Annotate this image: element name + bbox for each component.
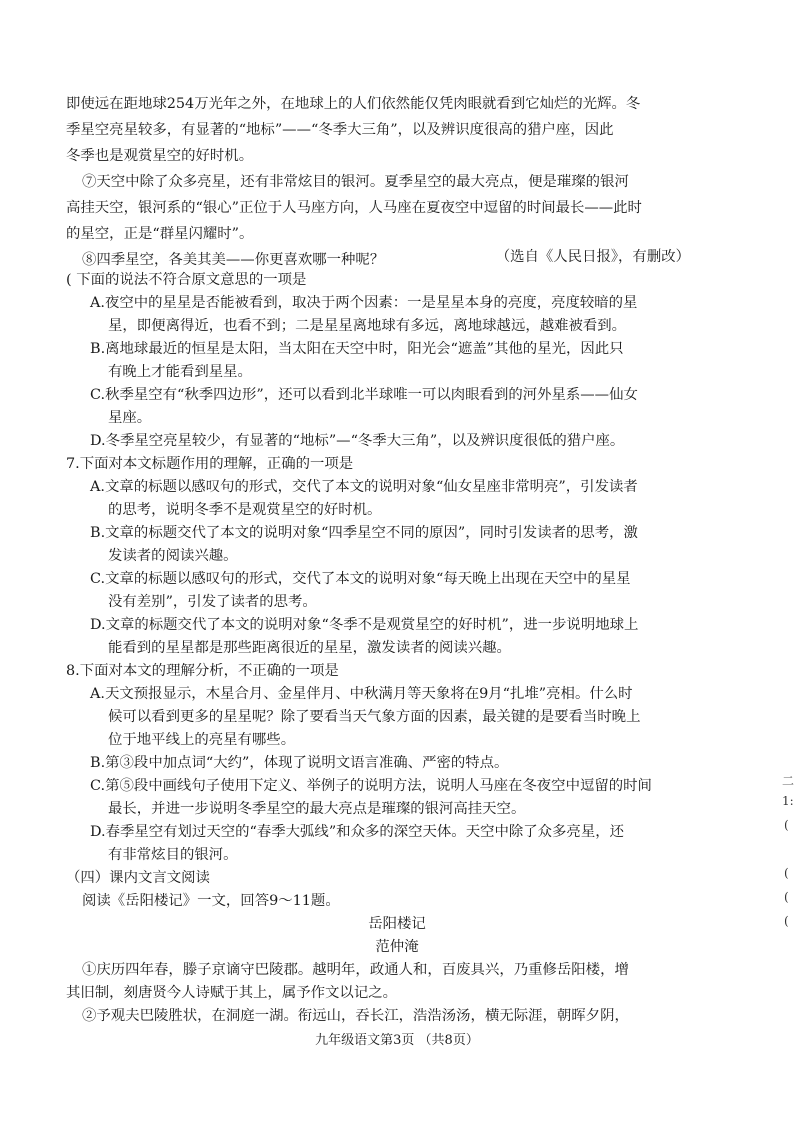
question-8-stem: 8.下面对本文的理解分析，不正确的一项是 (66, 663, 339, 679)
edge-mark: 二 (782, 774, 794, 788)
question-6-option-a: A.夜空中的星星是否能被看到，取决于两个因素：一是星星本身的亮度，亮度较暗的星 (90, 295, 638, 311)
edge-mark: 1: (782, 794, 794, 808)
classical-text-title: 岳阳楼记 (368, 916, 426, 932)
question-6-option-a-cont: 星，即便离得近，也看不到；二是星星离地球有多远，离地球越远，越难被看到。 (108, 318, 627, 334)
classical-paragraph-cont: 其旧制，刻唐贤今人诗赋于其上，属予作文以记之。 (66, 985, 397, 1001)
question-7-option-a: A.文章的标题以感叹句的形式，交代了本文的说明对象“仙女星座非常明亮”，引发读者 (90, 479, 638, 495)
question-8-option-c: C.第⑤段中画线句子使用下定义、举例子的说明方法，说明人马座在冬夜空中逗留的时间 (90, 778, 652, 794)
question-7-option-a-cont: 的思考，说明冬季不是观赏星空的好时机。 (108, 502, 382, 518)
classical-paragraph: ①庆历四年春，滕子京谪守巴陵郡。越明年，政通人和，百废具兴，乃重修岳阳楼，增 (82, 962, 629, 978)
question-6-option-d: D.冬季星空亮星较少，有显著的“地标”—“冬季大三角”，以及辨识度很低的猎户座。 (90, 433, 625, 449)
classical-paragraph: ②予观夫巴陵胜状，在洞庭一湖。衔远山，吞长江，浩浩汤汤，横无际涯，朝晖夕阴， (82, 1008, 629, 1024)
question-8-option-c-cont: 最长，并进一步说明冬季星空的最大亮点是璀璨的银河高挂天空。 (108, 801, 526, 817)
question-7-option-b-cont: 发读者的阅读兴趣。 (108, 548, 238, 564)
question-8-option-a: A.天文预报显示，木星合月、金星伴月、中秋满月等天象将在9月“扎堆”亮相。什么时 (90, 686, 633, 702)
passage-line: 冬季也是观赏星空的好时机。 (66, 148, 254, 164)
question-7-option-c: C.文章的标题以感叹句的形式，交代了本文的说明对象“每天晚上出现在天空中的星星 (90, 571, 631, 587)
question-6-option-c-cont: 星座。 (108, 410, 152, 426)
edge-mark: ( (784, 866, 789, 880)
edge-mark: ( (784, 914, 789, 928)
question-7-option-d: D.文章的标题交代了本文的说明对象“冬季不是观赏星空的好时机”，进一步说明地球上 (90, 617, 639, 633)
classical-text-author: 范仲淹 (375, 939, 419, 955)
question-8-option-d-cont: 有非常炫目的银河。 (108, 847, 238, 863)
question-7-option-b: B.文章的标题交代了本文的说明对象“四季星空不同的原因”，同时引发读者的思考，激 (90, 525, 638, 541)
source-citation: （选自《人民日报》，有删改） (495, 249, 690, 265)
passage-line: 即使远在距地球254万光年之外，在地球上的人们依然能仅凭肉眼就看到它灿烂的光辉。冬 (66, 96, 641, 112)
passage-line: ⑧四季星空，各美其美——你更喜欢哪一种呢？ (82, 252, 385, 268)
passage-line: 高挂天空，银河系的“银心”正位于人马座方向，人马座在夏夜空中逗留的时间最长——此时 (66, 200, 642, 216)
passage-line: 的星空，正是“群星闪耀时”。 (66, 226, 254, 242)
question-7-option-d-cont: 能看到的星星都是那些距离很近的星星，激发读者的阅读兴趣。 (108, 640, 511, 656)
question-7-stem: 7.下面对本文标题作用的理解，正确的一项是 (66, 456, 354, 472)
question-8-option-d: D.春季星空有划过天空的“春季大弧线”和众多的深空天体。天空中除了众多亮星，还 (90, 824, 624, 840)
edge-mark: ( (784, 890, 789, 904)
passage-line: ⑦天空中除了众多亮星，还有非常炫目的银河。夏季星空的最大亮点，便是璀璨的银河 (82, 174, 629, 190)
passage-line: 季星空亮星较多，有显著的“地标”——“冬季大三角”，以及辨识度很高的猎户座，因此 (66, 122, 614, 138)
section-heading: （四）课内文言文阅读 (66, 870, 210, 886)
question-6-option-b-cont: 有晚上才能看到星星。 (108, 364, 252, 380)
edge-mark: ( (784, 818, 789, 832)
question-8-option-b: B.第③段中加点词“大约”，体现了说明文语言准确、严密的特点。 (90, 755, 509, 771)
question-8-option-a-cont: 候可以看到更多的星星呢？除了要看当天气象方面的因素，最关键的是要看当时晚上 (108, 709, 641, 725)
section-instruction: 阅读《岳阳楼记》一文，回答9～11题。 (82, 893, 340, 909)
question-6-option-c: C.秋季星空有“秋季四边形”，还可以看到北半球唯一可以肉眼看到的河外星系——仙女 (90, 387, 638, 403)
question-6-option-b: B.离地球最近的恒星是太阳，当太阳在天空中时，阳光会“遮盖”其他的星光，因此只 (90, 341, 624, 357)
question-6-stem: ( 下面的说法不符合原文意思的一项是 (66, 272, 307, 288)
question-8-option-a-cont: 位于地平线上的亮星有哪些。 (108, 732, 296, 748)
page-footer: 九年级语文第3页 （共8页） (315, 1033, 479, 1048)
question-7-option-c-cont: 没有差别”，引发了读者的思考。 (108, 594, 317, 610)
